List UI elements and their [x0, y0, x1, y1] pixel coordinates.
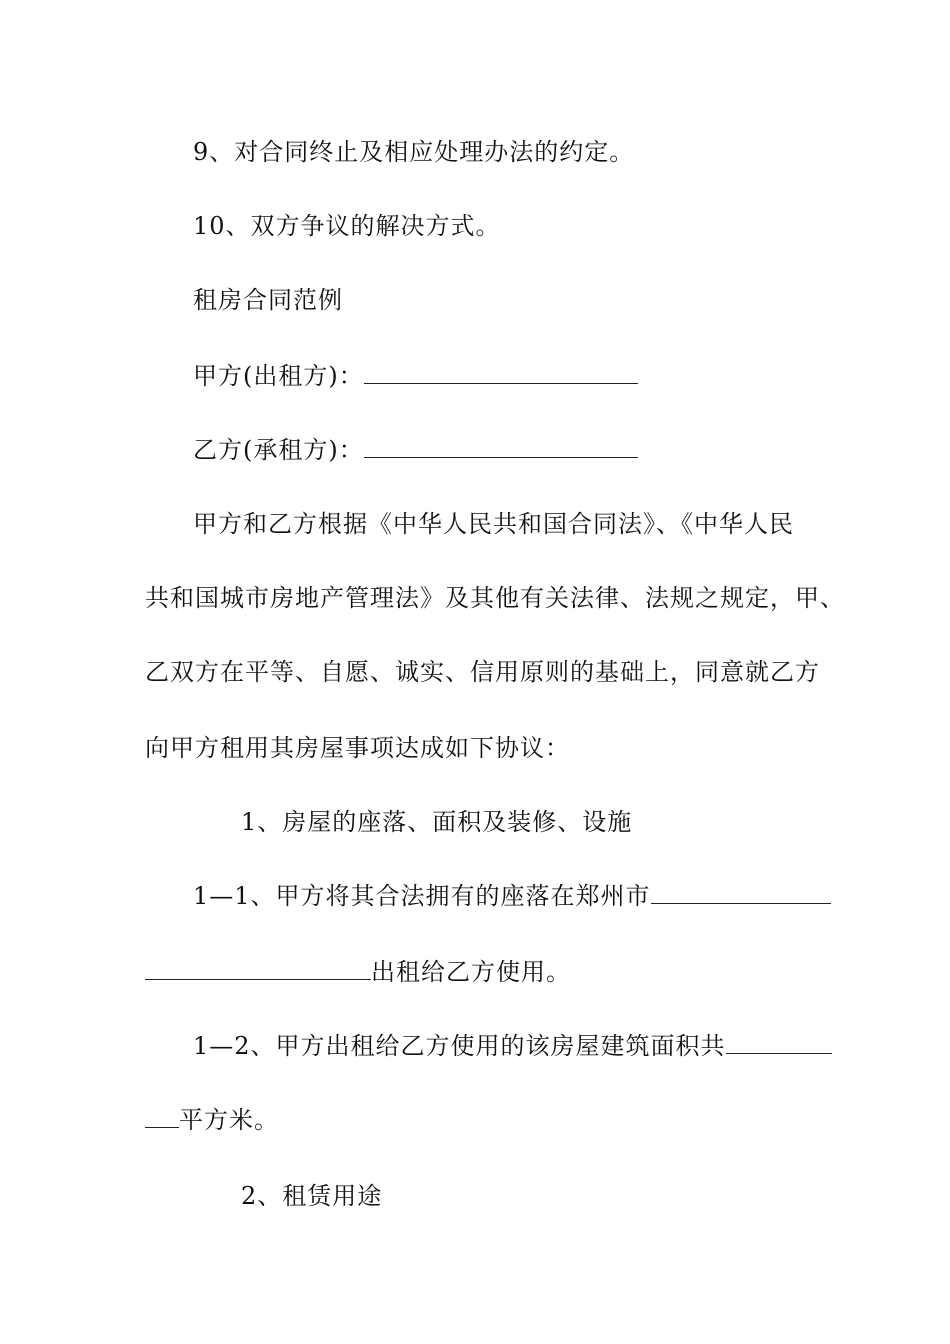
preamble-text-3: 乙双方在平等、自愿、诚实、信用原则的基础上，同意就乙方 — [145, 658, 820, 686]
document-title — [145, 284, 873, 316]
party-b-blank — [364, 435, 638, 458]
clause-9-text: 9、对合同终止及相应处理办法的约定。 — [193, 138, 635, 166]
preamble-text-2: 共和国城市房地产管理法》及其他有关法律、法规之规定，甲、 — [145, 584, 845, 612]
document-title-text: 租房合同范例 — [193, 286, 343, 314]
section-1-heading-text: 1、房屋的座落、面积及装修、设施 — [241, 808, 633, 836]
preamble-line-4 — [145, 732, 825, 764]
clause-1-2-continuation: 平方米。 — [179, 1106, 279, 1134]
clause-1-2-line-1 — [145, 1030, 873, 1062]
clause-10 — [145, 210, 873, 242]
preamble-text-4: 向甲方租用其房屋事项达成如下协议： — [145, 734, 570, 762]
area-blank-2 — [145, 1105, 179, 1128]
party-a-line — [145, 360, 873, 392]
clause-10-text: 10、双方争议的解决方式。 — [193, 212, 501, 240]
preamble-line-1 — [145, 508, 873, 540]
preamble-line-2 — [145, 582, 845, 614]
clause-1-1-text: 1—1、甲方将其合法拥有的座落在郑州市 — [193, 882, 651, 910]
party-a-label: 甲方(出租方)： — [193, 362, 364, 390]
party-b-line — [145, 434, 873, 466]
clause-1-1-line-1 — [145, 880, 873, 912]
area-blank-1 — [726, 1031, 832, 1054]
clause-1-1-continuation: 出租给乙方使用。 — [371, 958, 571, 986]
preamble-line-3 — [145, 656, 825, 688]
party-b-label: 乙方(承租方)： — [193, 436, 364, 464]
section-2-heading — [145, 1180, 921, 1212]
party-a-blank — [364, 361, 638, 384]
clause-1-2-text: 1—2、甲方出租给乙方使用的该房屋建筑面积共 — [193, 1032, 726, 1060]
preamble-text-1: 甲方和乙方根据《中华人民共和国合同法》、《中华人民 — [193, 510, 794, 538]
clause-1-1-line-2 — [145, 956, 825, 988]
section-1-heading — [145, 806, 921, 838]
address-blank-2 — [145, 957, 371, 980]
address-blank-1 — [651, 881, 831, 904]
section-2-heading-text: 2、租赁用途 — [241, 1182, 383, 1210]
clause-1-2-line-2 — [145, 1104, 825, 1136]
clause-9 — [145, 136, 873, 168]
